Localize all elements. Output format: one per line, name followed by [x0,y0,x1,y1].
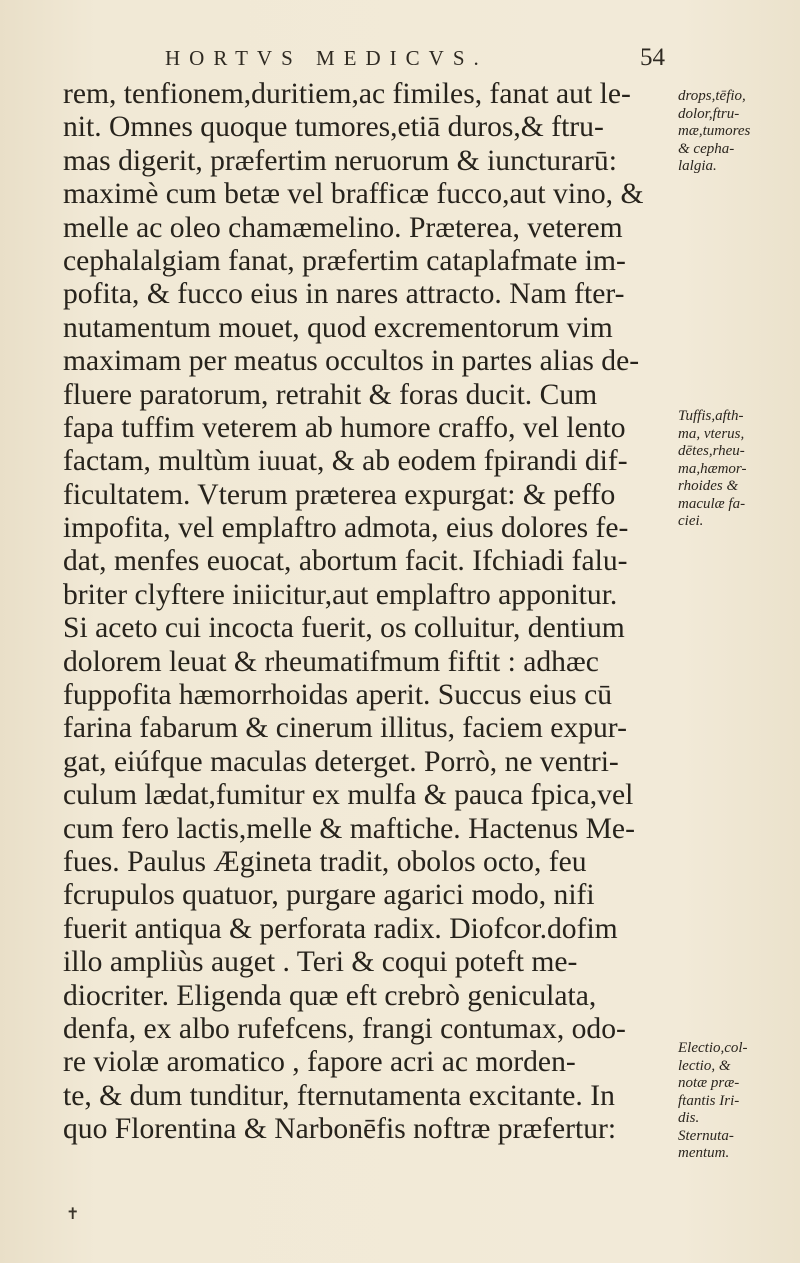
text-line: culum lædat,fumitur ex mulfa & pauca fpica,vel [63,779,634,812]
text-line: ficultatem. Vterum præterea expurgat: & peffo [63,478,616,511]
main-text-block [63,78,673,1147]
text-line: nutamentum mouet, quod excrementorum vim [63,311,613,344]
text-line: factam, multùm iuuat, & ab eodem fpirandi dif- [63,445,628,478]
margin-note-uses [678,88,790,176]
text-line: illo ampliùs auget . Teri & coqui poteft me- [63,946,578,979]
text-line: mas digerit, præfertim neruorum & iuncturarū: [63,144,617,177]
margin-note-line: mentum. [678,1145,730,1161]
text-line: diocriter. Eligenda quæ eft crebrò geniculata, [63,979,597,1012]
text-line: denfa, ex albo rufefcens, frangi contumax, odo- [63,1012,626,1045]
margin-note-line: Electio,col- [678,1040,748,1056]
margin-note-line: drops,tēfio, [678,88,746,104]
margin-note-line: dētes,rheu- [678,443,745,459]
text-line: briter clyftere iniicitur,aut emplaftro apponitur. [63,578,618,611]
margin-note-line: & cepha- [678,140,735,157]
running-head [165,44,685,78]
margin-note-line: notæ præ- [678,1075,740,1091]
text-line: fuerit antiqua & perforata radix. Diofcor.dofim [63,912,618,945]
margin-note-line: ciei. [678,513,704,529]
text-line: gat, eiúfque maculas deterget. Porrò, ne ventri- [63,745,619,778]
text-line: Si aceto cui incocta fuerit, os colluitur, dentium [63,612,625,645]
text-line: melle ac oleo chamæmelino. Præterea, veterem [63,211,623,244]
margin-note-line: Sternuta- [678,1127,734,1144]
text-line: nit. Omnes quoque tumores,etiā duros,& ftru- [63,111,604,144]
text-line: cum fero lactis,melle & maftiche. Hactenus Me- [63,812,635,845]
text-line: fapa tuffim veterem ab humore craffo, vel lento [63,411,626,444]
margin-note-ailments [678,408,790,531]
margin-note-line: ma, vterus, [678,425,745,442]
text-line: pofita, & fucco eius in nares attracto. Nam fter- [63,278,625,311]
margin-note-selection [678,1040,790,1163]
text-line: dat, menfes euocat, abortum facit. Ifchiadi falu- [63,545,628,578]
margin-note-line: mæ,tumores [678,123,751,139]
text-line: maximè cum betæ vel brafficæ fucco,aut vino, & [63,178,644,211]
margin-note-line: rhoides & [678,478,739,494]
running-title: HORTVS MEDICVS. [165,46,488,70]
margin-note-line: ma,hæmor- [678,460,747,477]
text-line: fues. Paulus Ægineta tradit, obolos octo, feu [63,845,587,878]
margin-note-line: maculæ fa- [678,495,746,512]
margin-note-line: Tuffis,afth- [678,408,744,424]
text-line: fcrupulos quatuor, purgare agarici modo, nifi [63,879,595,912]
text-line: fluere paratorum, retrahit & foras ducit. Cum [63,378,598,411]
text-line: cephalalgiam fanat, præfertim cataplafmate im- [63,244,626,277]
text-line: te, & dum tunditur, fternutamenta excitante. In [63,1079,615,1112]
text-line: dolorem leuat & rheumatifmum fiftit : adhæc [63,645,599,678]
text-line: quo Florentina & Narbonēfis noftræ præfertur: [63,1113,617,1146]
text-line: re violæ aromatico , fapore acri ac morden- [63,1046,576,1079]
margin-note-line: lalgia. [678,158,717,174]
text-line: farina fabarum & cinerum illitus, faciem expur- [63,712,627,745]
margin-note-line: lectio, & [678,1057,731,1074]
text-line: maximam per meatus occultos in partes alias de- [63,345,640,378]
margin-note-line: ftantis Iri- [678,1092,740,1109]
text-line: impofita, vel emplaftro admota, eius dolores fe- [63,512,629,545]
text-line: rem, tenfionem,duritiem,ac fimiles, fanat aut le- [63,78,631,110]
text-line: fuppofita hæmorrhoidas aperit. Succus eius cū [63,679,613,712]
page-number: 54 [640,44,665,71]
margin-note-line: dis. [678,1110,700,1126]
catchword-mark: ✝ [66,1204,80,1223]
margin-note-line: dolor,ftru- [678,105,740,122]
